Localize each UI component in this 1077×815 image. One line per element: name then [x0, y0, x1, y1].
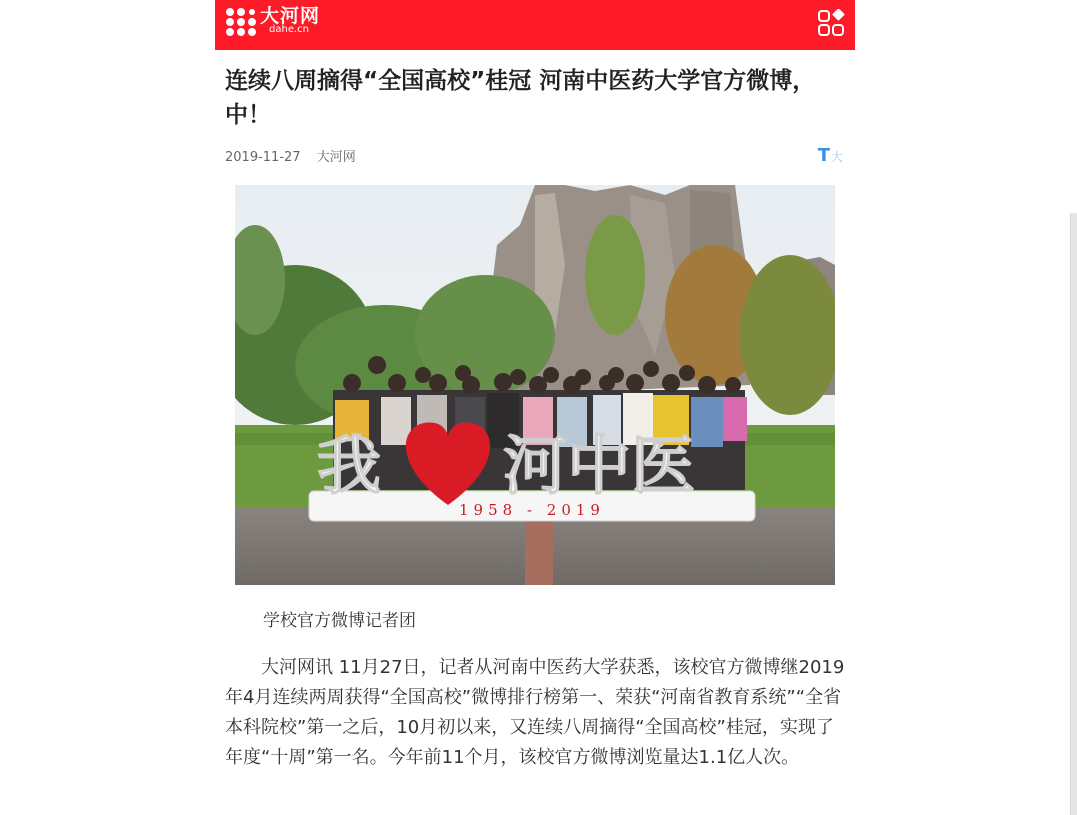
sign-char-left: 我 [317, 429, 381, 504]
article-column [215, 0, 855, 768]
site-logo-text[interactable]: 大河网 [260, 5, 321, 27]
site-header [215, 0, 855, 50]
sign-years-text: 1958 - 2019 [459, 501, 605, 519]
font-size-icon: T [817, 145, 830, 166]
font-size-label: 大 [830, 150, 843, 164]
apps-grid-icon[interactable] [817, 9, 845, 37]
page-scrollbar[interactable] [1070, 213, 1077, 815]
article-source[interactable]: 大河网 [316, 150, 356, 165]
article-paragraph: 大河网讯 11月27日，记者从河南中医药大学获悉，该校官方微博继2019年4月连续两周获得“全国高校”微博排行榜第一、荣获“河南省教育系统”“全省本科院校”第一之后，10月初以来，又连续八周摘得“全国高校”桂冠，实现了年度“十周”第一名。今年前11个月，该校官方微博浏览量达1.1亿人次。 [225, 657, 845, 768]
sign-chars-right: 河中医 [503, 429, 695, 504]
article-meta [225, 146, 356, 165]
article-title: 连续八周摘得“全国高校”桂冠 河南中医药大学官方微博，中！ [225, 68, 816, 128]
article-photo [235, 185, 835, 585]
photo-caption: 学校官方微博记者团 [263, 611, 416, 631]
publish-date: 2019-11-27 [225, 150, 301, 165]
font-size-toggle[interactable] [818, 145, 843, 166]
site-logo-domain: dahe.cn [269, 24, 309, 35]
logo-dots-icon [225, 7, 257, 37]
